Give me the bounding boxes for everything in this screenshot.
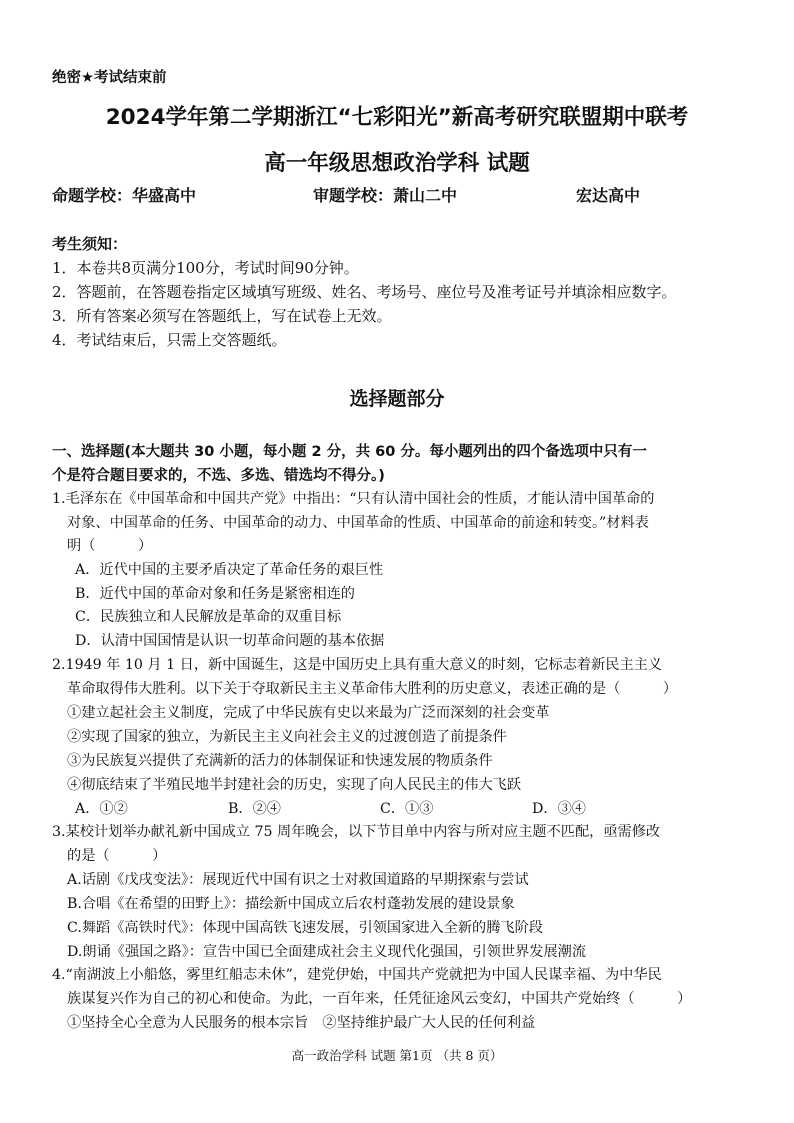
option-d: D．③④ — [532, 801, 586, 817]
setter-school: 命题学校：华盛高中 — [52, 186, 197, 205]
question-stem: 族谋复兴作为自己的初心和使命。为此，一百年来，任凭征途风云变幻，中国共产党始终（ ） — [67, 991, 692, 1007]
statement-2: ②实现了国家的独立，为新民主主义向社会主义的过渡创造了前提条件 — [67, 729, 507, 745]
notice-item: 2．答题前，在答题卷指定区域填写班级、姓名、考场号、座位号及准考证号并填涂相应数字。 — [52, 283, 677, 301]
notice-item: 1．本卷共8页满分100分，考试时间90分钟。 — [52, 259, 359, 277]
notice-item: 3．所有答案必须写在答题纸上，写在试卷上无效。 — [52, 307, 392, 325]
reviewer-school-2: 宏达高中 — [576, 186, 641, 205]
option-b: B.合唱《在希望的田野上》：描绘新中国成立后农村蓬勃发展的建设景象 — [67, 896, 515, 912]
question-stem: 对象、中国革命的任务、中国革命的动力、中国革命的性质、中国革命的前途和转变。”材料表 — [67, 515, 649, 531]
exam-subtitle: 高一年级思想政治学科 试题 — [264, 151, 530, 176]
secret-label: 绝密★考试结束前 — [52, 70, 167, 86]
option-d: D．认清中国国情是认识一切革命问题的基本依据 — [75, 633, 385, 649]
options-row — [0, 798, 794, 818]
option-a: A．近代中国的主要矛盾决定了革命任务的艰巨性 — [75, 562, 384, 578]
notice-heading: 考生须知： — [52, 235, 128, 253]
section-instruction: 个是符合题目要求的，不选、多选、错选均不得分。) — [52, 468, 385, 484]
option-d: D.朗诵《强国之路》：宣告中国已全面建成社会主义现代化强国，引领世界发展潮流 — [67, 944, 587, 960]
exam-title: 2024学年第二学期浙江“七彩阳光”新高考研究联盟期中联考 — [105, 105, 689, 130]
option-b: B．近代中国的革命对象和任务是紧密相连的 — [75, 586, 355, 602]
page-footer: 高一政治学科 试题 第1页 （共 8 页） — [291, 1048, 503, 1063]
section-instruction: 一、选择题(本大题共 30 小题，每小题 2 分，共 60 分。每小题列出的四个备选项中只有一 — [52, 444, 647, 460]
option-c: C．①③ — [380, 801, 434, 817]
notice-item: 4．考试结束后，只需上交答题纸。 — [52, 331, 287, 349]
statement-4: ④彻底结束了半殖民地半封建社会的历史，实现了向人民民主的伟大飞跃 — [67, 777, 522, 793]
reviewer-school: 审题学校：萧山二中 — [313, 186, 458, 205]
statement-1: ①建立起社会主义制度，完成了中华民族有史以来最为广泛而深刻的社会变革 — [67, 705, 550, 721]
question-stem: 2.1949 年 10 月 1 日，新中国诞生，这是中国历史上具有重大意义的时刻，它标志着新民主主义 — [52, 657, 663, 673]
question-stem: 明（ ） — [67, 538, 153, 554]
statement-line: ①坚持全心全意为人民服务的根本宗旨 ②坚持维护最广大人民的任何利益 — [67, 1015, 536, 1031]
section-title: 选择题部分 — [349, 388, 445, 410]
option-a: A.话剧《戊戌变法》：展现近代中国有识之士对救国道路的早期探索与尝试 — [67, 872, 529, 888]
option-b: B．②④ — [228, 801, 281, 817]
question-stem: 的是（ ） — [67, 848, 167, 864]
option-c: C.舞蹈《高铁时代》：体现中国高铁飞速发展，引领国家进入全新的腾飞阶段 — [67, 920, 543, 936]
statement-3: ③为民族复兴提供了充满新的活力的体制保证和快速发展的物质条件 — [67, 753, 493, 769]
option-c: C．民族独立和人民解放是革命的双重目标 — [75, 609, 342, 625]
question-stem: 1.毛泽东在《中国革命和中国共产党》中指出：“只有认清中国社会的性质，才能认清中国革命的 — [52, 491, 655, 507]
question-stem: 3.某校计划举办献礼新中国成立 75 周年晚会，以下节目单中内容与所对应主题不匹配，亟需修改 — [52, 824, 661, 840]
question-stem: 革命取得伟大胜利。以下关于夺取新民主主义革命伟大胜利的历史意义，表述正确的是（ ） — [67, 681, 678, 697]
option-a: A．①② — [75, 801, 128, 817]
question-stem: 4.“南湖波上小船悠，雾里红船志未休”，建党伊始，中国共产党就把为中国人民谋幸福、为中华民 — [52, 967, 662, 983]
